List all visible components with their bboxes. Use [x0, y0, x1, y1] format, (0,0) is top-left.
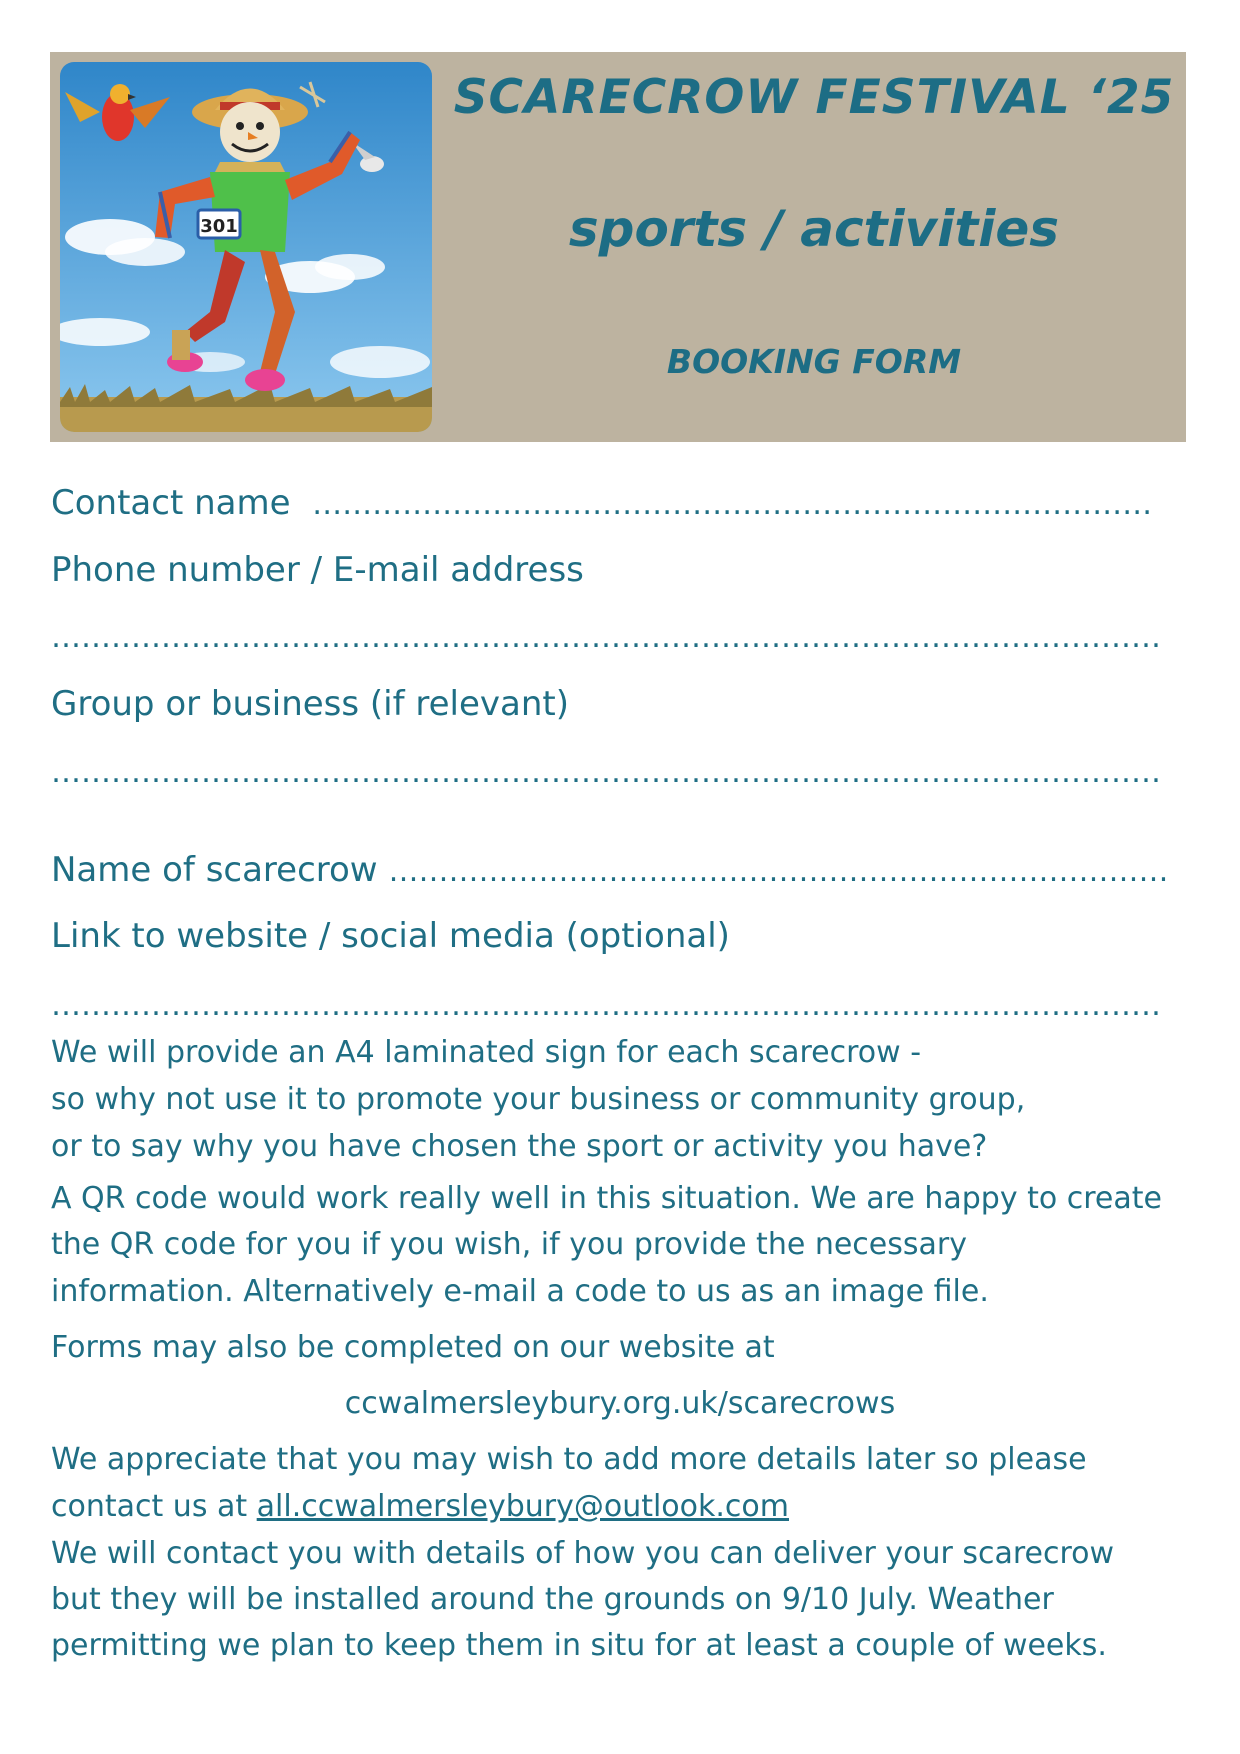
- delivery-line-3: permitting we plan to keep them in situ for at least a couple of weeks.: [51, 1628, 1107, 1663]
- festival-title: SCARECROW FESTIVAL ‘25: [453, 70, 1175, 125]
- contact-name-label: Contact name: [51, 483, 291, 523]
- scarecrow-name-row[interactable]: [51, 850, 1168, 890]
- website-intro: Forms may also be completed on our website at: [51, 1330, 775, 1365]
- qr-info-line-3: information. Alternatively e-mail a code to us as an image file.: [51, 1274, 989, 1309]
- contact-name-field[interactable]: …………………………………………………………………………: [312, 487, 1153, 522]
- group-business-label: Group or business (if relevant): [51, 684, 570, 724]
- qr-info-line-2: the QR code for you if you wish, if you provide the necessary: [51, 1227, 967, 1262]
- phone-email-label: Phone number / E-mail address: [51, 550, 584, 590]
- scarecrow-name-field[interactable]: ……………………………………………………………………: [388, 854, 1169, 889]
- details-line-2: [51, 1489, 789, 1524]
- booking-form-label: BOOKING FORM: [666, 342, 962, 381]
- details-line-1: We appreciate that you may wish to add more details later so please: [51, 1442, 1087, 1477]
- website-link-label: Link to website / social media (optional): [51, 916, 730, 956]
- phone-email-field[interactable]: …………………………………………………………………………………………………: [51, 620, 1161, 655]
- contact-email-link[interactable]: all.ccwalmersleybury@outlook.com: [256, 1489, 789, 1524]
- website-link-field[interactable]: …………………………………………………………………………………………………: [51, 988, 1161, 1023]
- website-url[interactable]: ccwalmersleybury.org.uk/scarecrows: [344, 1386, 896, 1421]
- header-banner: [50, 52, 1186, 442]
- delivery-line-1: We will contact you with details of how you can deliver your scarecrow: [51, 1536, 1115, 1571]
- festival-subtitle: sports / activities: [568, 200, 1060, 258]
- contact-name-row[interactable]: [51, 483, 1152, 523]
- scarecrow-illustration-svg: [60, 62, 432, 432]
- group-business-field[interactable]: …………………………………………………………………………………………………: [51, 755, 1161, 790]
- qr-info-line-1: A QR code would work really well in this situation. We are happy to create: [51, 1181, 1162, 1216]
- details-contact-prefix: contact us at: [51, 1489, 257, 1524]
- delivery-line-2: but they will be installed around the grounds on 9/10 July. Weather: [51, 1582, 1054, 1617]
- sign-info-line-1: We will provide an A4 laminated sign for each scarecrow -: [51, 1035, 922, 1070]
- sign-info-line-3: or to say why you have chosen the sport or activity you have?: [51, 1129, 988, 1164]
- scarecrow-name-label: Name of scarecrow: [51, 850, 378, 890]
- scarecrow-runner-illustration: [60, 62, 432, 432]
- sign-info-line-2: so why not use it to promote your business or community group,: [51, 1082, 1026, 1117]
- bib-number: 301: [200, 216, 238, 237]
